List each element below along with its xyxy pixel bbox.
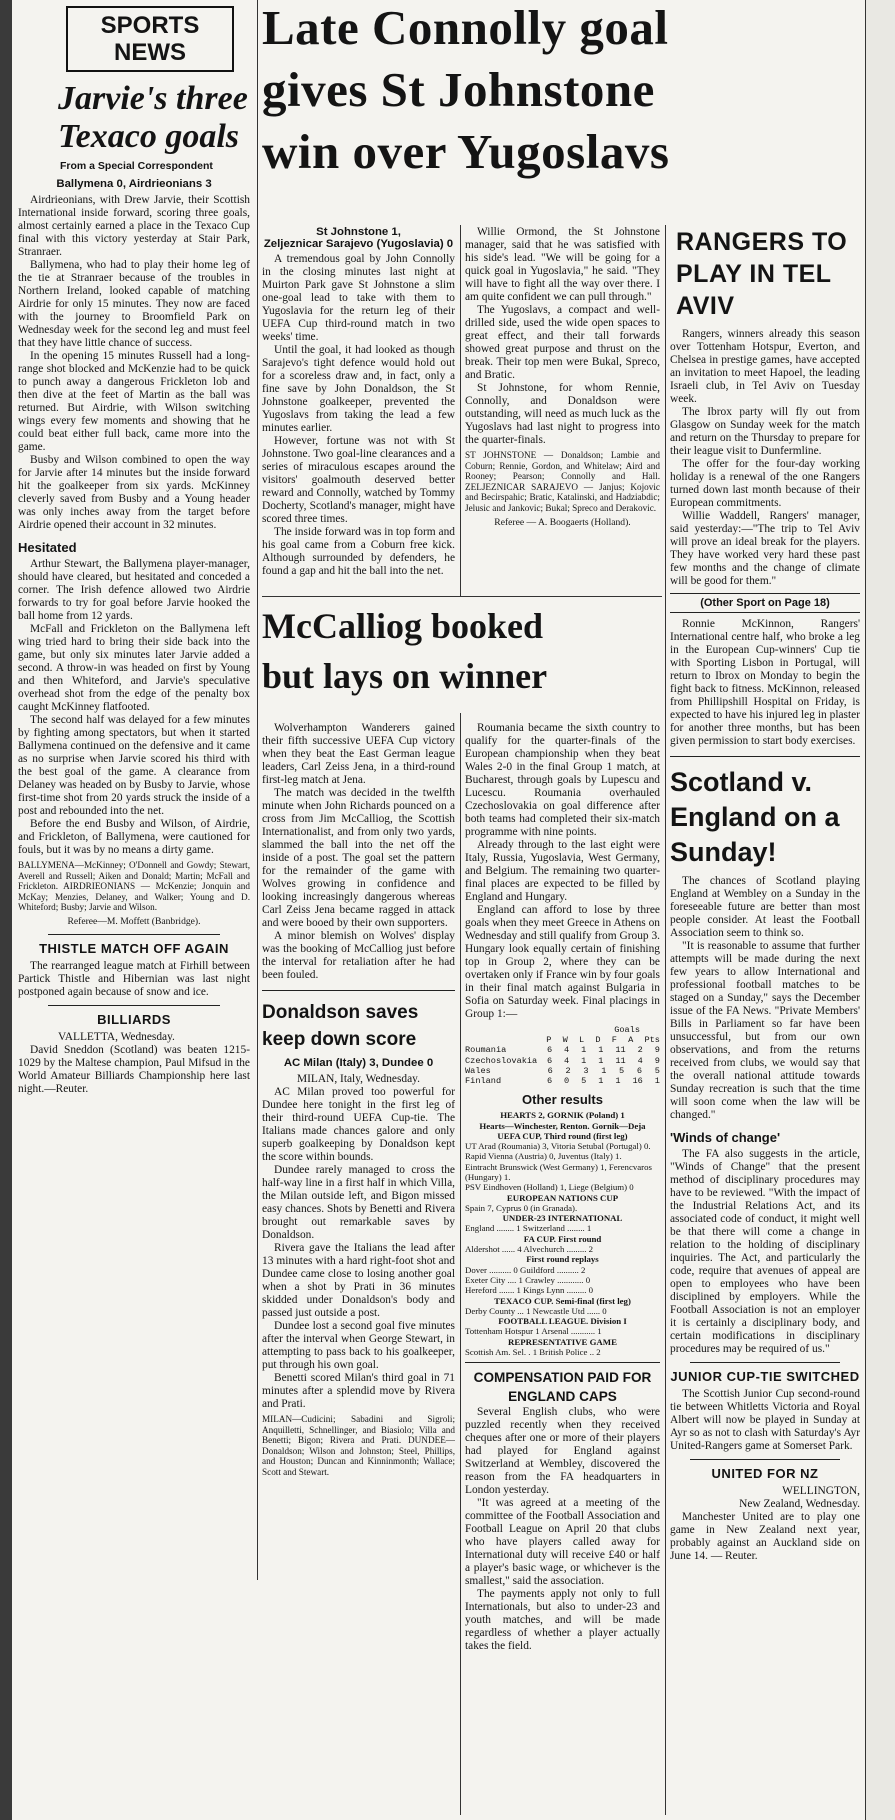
result-line: UNDER-23 INTERNATIONAL [502, 1213, 623, 1224]
donaldson-headline: Donaldson saves keep down score [262, 1002, 419, 1050]
sports-news-line2: NEWS [114, 39, 186, 66]
group-table-row: Finland 6 0 5 1 1 16 1 [465, 1076, 660, 1087]
mccalliog-para: Roumania became the sixth country to qualify for the quarter-finals of the European championship when they beat Wales 2-0 in the final Group 1 match, at Bucharest, through goals by Lupescu and Lucescu. Roumania overhauled Czechoslovakia on goal difference after both teams had completed their six-match programme with nine points. [465, 722, 660, 838]
result-line: Eintracht Brunswick (West Germany) 1, Ferencvaros (Hungary) 1. [465, 1161, 652, 1182]
connolly-score-2: Zeljeznicar Sarajevo (Yugoslavia) 0 [263, 238, 454, 250]
result-line: UEFA CUP, Third round (first leg) [497, 1130, 628, 1141]
result-line: HEARTS 2, GORNIK (Poland) 1 [500, 1110, 625, 1121]
connolly-para: St Johnstone, for whom Rennie, Connolly, and Donaldson were outstanding, will need as much luck as the Yugoslavs had last night to progress into the quarter-finals. [465, 382, 660, 446]
rangers-headline: RANGERS TO PLAY IN TEL AVIV [676, 228, 848, 320]
result-line: Derby County ... 1 Newcastle Utd ...... 0 [465, 1305, 607, 1316]
group-table-row: Roumania 6 4 1 1 11 2 9 [465, 1045, 660, 1056]
result-line: Hearts—Winchester, Renton. Gornik—Deja [479, 1120, 646, 1131]
mccalliog-headline-block [262, 596, 662, 713]
jarvie-subhead: Hesitated [18, 540, 77, 555]
junior-headline: JUNIOR CUP-TIE SWITCHED [670, 1369, 860, 1384]
result-line: PSV Eindhoven (Holland) 1, Liege (Belgium) 0 [465, 1182, 634, 1193]
main-headline-line2: gives St Johnstone [262, 62, 655, 117]
result-line: TEXACO CUP. Semi-final (first leg) [494, 1295, 631, 1306]
compensation-para: "It was agreed at a meeting of the committee of the Football Association and Football League on April 20 that clubs who have players called away for International duty will receive £40 or half a player's basic wage, or whichever is the smallest," said the association. [465, 1497, 660, 1588]
mccalliog-para: England can afford to lose by three goals when they meet Greece in Athens on Wednesday and still qualify from Group 3. Hungary look equally certain of finishing top in Group 2, where they can be overtaken only if France win by four goals in their final match against Bulgaria in Sofia on Saturday week. Final placings in Group 1:— [465, 904, 660, 1020]
result-line: Spain 7, Cyprus 0 (in Granada). [465, 1202, 578, 1213]
main-headline-line3: win over Yugoslavs [262, 124, 670, 179]
mccalliog-para: A minor blemish on Wolves' display was the booking of McCalliog just before the interval for retaliation after he had been fouled. [262, 930, 455, 981]
sports-news-line1: SPORTS [100, 12, 200, 39]
result-line: Rapid Vienna (Austria) 0, Juventus (Italy) 1. [465, 1151, 622, 1162]
jarvie-referee: Referee—M. Moffett (Banbridge). [67, 915, 201, 927]
column-rule-3 [665, 225, 666, 1815]
mccalliog-para: Wolverhampton Wanderers gained their fifth successive UEFA Cup victory when they beat the East German league leaders, Carl Zeiss Jena, in a third-round first-leg match at Jena. [262, 722, 455, 786]
nz-dateline: New Zealand, Wednesday. [739, 1498, 860, 1510]
result-line: England ........ 1 Switzerland ........ 1 [465, 1223, 592, 1234]
rangers-para: The offer for the four-day working holiday is a renewal of the one Rangers turned down last month because of their European commitments. [670, 458, 860, 509]
connolly-para: Until the goal, it had looked as though Sarajevo's tight defence would hold out for a scoreless draw and, in fact, only a fine save by John Donaldson, the St Johnstone goalkeeper, prevented the Yugoslavs from taking the lead a few minutes earlier. [262, 344, 455, 434]
mccalliog-col-b [465, 722, 660, 1817]
divider [465, 1362, 660, 1363]
adjacent-page-edge [866, 0, 895, 1820]
jarvie-para: McFall and Frickleton on the Ballymena left wing tried hard to bring their side back into the game, but only six minutes later Jarvie added a second. A throw-in was headed on first by Young and then Whiteford, and Jarvie's speculative overhead shot from the edge of the penalty box caught McKinney flatfooted. [18, 623, 250, 713]
scotland-subhead: 'Winds of change' [670, 1130, 781, 1145]
result-line: Exeter City .... 1 Crawley ............ 0 [465, 1274, 591, 1285]
scotland-para: "It is reasonable to assume that further attempts will be made during the next few years to allow International and professional football matches to be staged on a Sunday," says the December issue of the FA News. "Private Members' Bills in Parliament so far have been unsuccessful, but from our own observations, and from the returns received from clubs, we would say that the overall national attitude towards Sunday recreation is such that the time will soon come when the law will be changed." [670, 940, 860, 1121]
group-table-goals-label: Goals [614, 1025, 640, 1035]
connolly-para: The inside forward was in top form and his goal came from a Coburn free kick. Although surrounded by defenders, he found a gap and hit the ball into the net. [262, 526, 455, 577]
scotland-headline: Scotland v. England on a Sunday! [670, 767, 840, 867]
divider [690, 1362, 840, 1363]
jarvie-para: Before the end Busby and Wilson, of Airdrie, and Frickleton, of Ballymena, were cautioned for fouls, but it was by no means a dirty game. [18, 818, 250, 856]
jarvie-byline: From a Special Correspondent [60, 160, 213, 172]
divider [690, 1459, 840, 1460]
mccalliog-col-a [262, 722, 455, 1582]
result-line: Tottenham Hotspur 1 Arsenal ........... 1 [465, 1326, 602, 1337]
result-line: Scottish Am. Sel. . 1 British Police .. 2 [465, 1347, 601, 1358]
rangers-para: Rangers, winners already this season over Tottenham Hotspur, Everton, and Chelsea in prestige games, have accepted an invitation to meet Hapoel, the leading Israeli club, in Tel Aviv on Tuesday week. [670, 328, 860, 405]
donaldson-para: Rivera gave the Italians the lead after 13 minutes with a hard right-foot shot and Dundee came close to losing another goal when a shot by Prati in 36 minutes skidded under Donaldson's body and passed just outside a post. [262, 1242, 455, 1319]
jarvie-lineup: BALLYMENA—McKinney; O'Donnell and Gowdy; Stewart, Averell and Russell; Aiken and Donald; Martin; McFall and Frickleton. AIRDRIEONIANS — McKenzie; Jonquin and McKay; Menzies, Delaney, and Walker; Young and D. Whiteford; Busby; Jarvie and Wilson. [18, 860, 250, 913]
divider [262, 990, 455, 991]
result-line: First round replays [526, 1254, 599, 1265]
jarvie-headline: Jarvie's three Texaco goals [58, 80, 248, 155]
connolly-para: The Yugoslavs, a compact and well-drilled side, used the wide open spaces to great effect, and their tall forwards showed great purpose and thrust on the break. Their top men were Bukal, Spreco, and Bratic. [465, 304, 660, 381]
mccalliog-para: Already through to the last eight were Italy, Russia, Yugoslavia, West Germany, and Belgium. The remaining two quarter-final places are expected to be filled by England and Hungary. [465, 839, 660, 903]
nz-headline: UNITED FOR NZ [711, 1466, 819, 1481]
jarvie-para: Airdrieonians, with Drew Jarvie, their Scottish International inside forward, scoring three goals, almost certainly earned a place in the Texaco Cup final with this victory yesterday at Stair Park, Stranraer. [18, 194, 250, 258]
scotland-para: The FA also suggests in the article, "Winds of Change" that the present method of disciplinary procedures may have to be reviewed. "With the impact of the Industrial Relations Act, and its associated code of conduct, it might well be that there will come a change in relation to the holding of disciplinary inquiries. The Act, and particularly the code, require that avenues of appeal are open to employees who have been disciplined by employers. While the Football Association is not an employer it is certainly a disciplinary body, and certain modifications in disciplinary procedures may be required of us." [670, 1148, 860, 1355]
result-line: Aldershot ...... 4 Alvechurch ......... 2 [465, 1244, 594, 1255]
thistle-headline: THISTLE MATCH OFF AGAIN [39, 940, 229, 956]
jarvie-para: Arthur Stewart, the Ballymena player-manager, should have cleared, but hesitated and conceded a corner. The Irish defence allowed two Airdrie forwards to try for goal before Jarvie hooked the ball home from 12 yards. [18, 558, 250, 622]
main-headline-block [262, 2, 862, 224]
compensation-para: The payments apply not only to full Internationals, but also to under-23 and youth matches, and will be made regardless of whether a player actually takes the field. [465, 1588, 660, 1653]
result-line: EUROPEAN NATIONS CUP [506, 1192, 619, 1203]
other-results-headline: Other results [522, 1092, 603, 1108]
main-headline-line1: Late Connolly goal [262, 2, 669, 55]
left-margin [0, 0, 12, 1820]
column-left [18, 4, 250, 1584]
jarvie-para: Ballymena, who had to play their home leg of the tie at Stranraer because of the troubles in Northern Ireland, looked capable of matching Airdrie for only 15 minutes. They now are faced with the journey to Broomfield Park on Wednesday week for the second leg and must feel that they have little chance of success. [18, 259, 250, 349]
jarvie-para: In the opening 15 minutes Russell had a long-range shot blocked and McKenzie had to be quick to punch away a dangerous Frickleton lob and then dive at the feet of Martin as the ball was returned. But Airdrie, with Wilson switching wings every few moments and showing that he could beat either full back, came more into the game. [18, 350, 250, 453]
group-table-row: Czechoslovakia 6 4 1 1 11 4 9 [465, 1055, 660, 1066]
donaldson-lineup: MILAN—Cudicini; Sabadini and Sigroli; Anquilletti, Schnellinger, and Biasiolo; Villa and Benetti; Bigon; Rivera and Prati. DUNDEE—Donaldson; Wilson and Johnston; Steel, Phillips, and Houston; Duncan and Kinninmonth; Wallace; Scott and Stewart. [262, 1414, 455, 1477]
column-right [670, 226, 860, 1816]
donaldson-para: Dundee lost a second goal five minutes after the interval when George Stewart, in attempting to pass back to his goalkeeper, put through his own goal. [262, 1320, 455, 1371]
thistle-text: The rearranged league match at Firhill between Partick Thistle and Hibernian was last night postponed again because of snow and ice. [18, 959, 250, 998]
divider [670, 756, 860, 757]
connolly-referee: Referee — A. Boogaerts (Holland). [494, 516, 631, 528]
result-line: Hereford ....... 1 Kings Lynn ......... 0 [465, 1285, 594, 1296]
compensation-headline: COMPENSATION PAID FOR ENGLAND CAPS [473, 1370, 652, 1405]
donaldson-para: AC Milan proved too powerful for Dundee here tonight in the first leg of their third-round UEFA Cup-tie. The Italians made chances galore and only superb goalkeeping by Donaldson kept the score within bounds. [262, 1086, 455, 1163]
mccalliog-headline-line1: McCalliog booked [262, 606, 544, 646]
connolly-para: However, fortune was not with St Johnstone. Two goal-line clearances and a series of miraculous escapes around the visitors' goalmouth deserved better reward and Connolly, watched by Tommy Docherty, Scotland's manager, might have scored three times. [262, 435, 455, 525]
other-sport-notice: (Other Sport on Page 18) [670, 593, 860, 613]
rangers-para: Ronnie McKinnon, Rangers' International centre half, who broke a leg in the European Cup-winners' Cup tie with Sporting Lisbon in Portugal, will return to Ibrox on Monday to begin the fight back to fitness. McKinnon, released from Phillipshill Hospital on Friday, is expected to have his injured leg in plaster for another three months, but has been given permission to start body exercises. [670, 618, 860, 747]
rangers-para: Willie Waddell, Rangers' manager, said yesterday:—"The trip to Tel Aviv will prove an ideal break for the players. They have worked very hard these past few months and the change of climate will be good for them." [670, 510, 860, 587]
divider [48, 934, 220, 935]
nz-dateline: WELLINGTON, [782, 1485, 860, 1497]
other-results-list [465, 1110, 660, 1357]
jarvie-score: Ballymena 0, Airdrieonians 3 [56, 178, 212, 190]
connolly-col-a [262, 226, 455, 621]
group-table-header: P W L D F A Pts [546, 1035, 660, 1046]
nz-text: Manchester United are to play one game in New Zealand next year, probably against an Auckland side on June 14. — Reuter. [670, 1511, 860, 1562]
mccalliog-para: The match was decided in the twelfth minute when John Richards pounced on a cross from Jim McCalliog, the Scottish Internationalist, and from only two yards, slammed the ball into the net off the inside of a post. The goal set the pattern for the remainder of the game with Wolves growing in confidence and looking increasingly dangerous whereas Carl Zeiss Jena became ragged in attack and were booed by their own supporters. [262, 787, 455, 929]
donaldson-para: Dundee rarely managed to cross the half-way line in a first half in which Villa, the Milan outside left, and Bigon missed easy chances. Shots by Benetti and Rivera brought out remarkable saves by Donaldson. [262, 1164, 455, 1241]
sports-news-box [66, 6, 234, 72]
result-line: FA CUP. First round [523, 1233, 602, 1244]
billiards-dateline: VALLETTA, Wednesday. [58, 1030, 175, 1043]
donaldson-score: AC Milan (Italy) 3, Dundee 0 [283, 1057, 434, 1069]
billiards-headline: BILLIARDS [97, 1011, 171, 1027]
donaldson-dateline: MILAN, Italy, Wednesday. [297, 1073, 420, 1085]
result-line: Dover .......... 0 Guildford .......... 2 [465, 1264, 586, 1275]
result-line: REPRESENTATIVE GAME [508, 1336, 617, 1347]
billiards-text: David Sneddon (Scotland) was beaten 1215-1029 by the Maltese champion, Paul Mifsud in the World Amateur Billiards Championship here last night.—Reuter. [18, 1043, 250, 1095]
jarvie-para: The second half was delayed for a few minutes by fighting among spectators, but when it started Ballymena continued on the defensive and it came as no surprise when Jarvie scored his third with the best goal of the game. A clearance from Delaney was headed on by Busby to Jarvie, whose first-time shot from 20 yards struck the inside of a post and rebounded into the net. [18, 714, 250, 817]
connolly-lineup: ST JOHNSTONE — Donaldson; Lambie and Coburn; Rennie, Gordon, and Whitelaw; Aird and Rooney; Pearson; Connolly and Hall. ZELJEZNICAR SARAJEVO — Janjus; Kojovic and Becirspahic; Bratic, Katalinski, and Hadziabdic; Jelusic and Jankovic; Bukal; Spreco and Derakovic. [465, 450, 660, 513]
connolly-para: Willie Ormond, the St Johnstone manager, said that he was satisfied with his side's lead. "We will be going for a quick goal in Yugoslavia," he said. "They will have to fight all the way over there. I am quite confident we can pull through." [465, 226, 660, 303]
mccalliog-headline-line2: but lays on winner [262, 656, 548, 696]
rangers-para: The Ibrox party will fly out from Glasgow on Sunday week for the match and return on the Thursday to prepare for their league visit to Dunfermline. [670, 406, 860, 457]
scotland-para: The chances of Scotland playing England at Wembley on a Sunday in the foreseeable future are better than most people consider. At least the Football Association seem to think so. [670, 875, 860, 939]
result-line: UT Arad (Roumania) 3, Vitoria Setubal (Portugal) 0. [465, 1141, 651, 1152]
jarvie-para: Busby and Wilson combined to open the way for Jarvie after 14 minutes but the inside forward hit the goalkeeper from six yards. McKinney cleverly saved from Busby and a Young header was only inches away from the target before Airdrie opened their account in 32 minutes. [18, 454, 250, 531]
junior-text: The Scottish Junior Cup second-round tie between Whitletts Victoria and Royal Albert will now be played in Sunday at Ayr so as not to clash with Saturday's Ayr United-Rangers game at Somerset Park. [670, 1388, 860, 1452]
donaldson-para: Benetti scored Milan's third goal in 71 minutes after a splendid move by Rivera and Prati. [262, 1372, 455, 1410]
group-table-row: Wales 6 2 3 1 5 6 5 [465, 1065, 660, 1076]
compensation-para: Several English clubs, who were puzzled recently when they received cheques after one or more of their players had played for England against Switzerland at Wembley, discovered the reason from the FA headquarters in London yesterday. [465, 1406, 660, 1497]
divider [48, 1005, 220, 1006]
group-table [465, 1025, 660, 1086]
result-line: FOOTBALL LEAGUE. Division I [498, 1316, 627, 1327]
connolly-score-1: St Johnstone 1, [316, 226, 401, 238]
column-rule-2 [460, 225, 461, 1815]
column-rule-1 [257, 0, 258, 1580]
connolly-col-b [465, 226, 660, 621]
connolly-para: A tremendous goal by John Connolly in the closing minutes last night at Muirton Park gave St Johnstone a slim one-goal lead to take with them to Yugoslavia for the return leg of their UEFA Cup third-round match in two weeks' time. [262, 253, 455, 343]
